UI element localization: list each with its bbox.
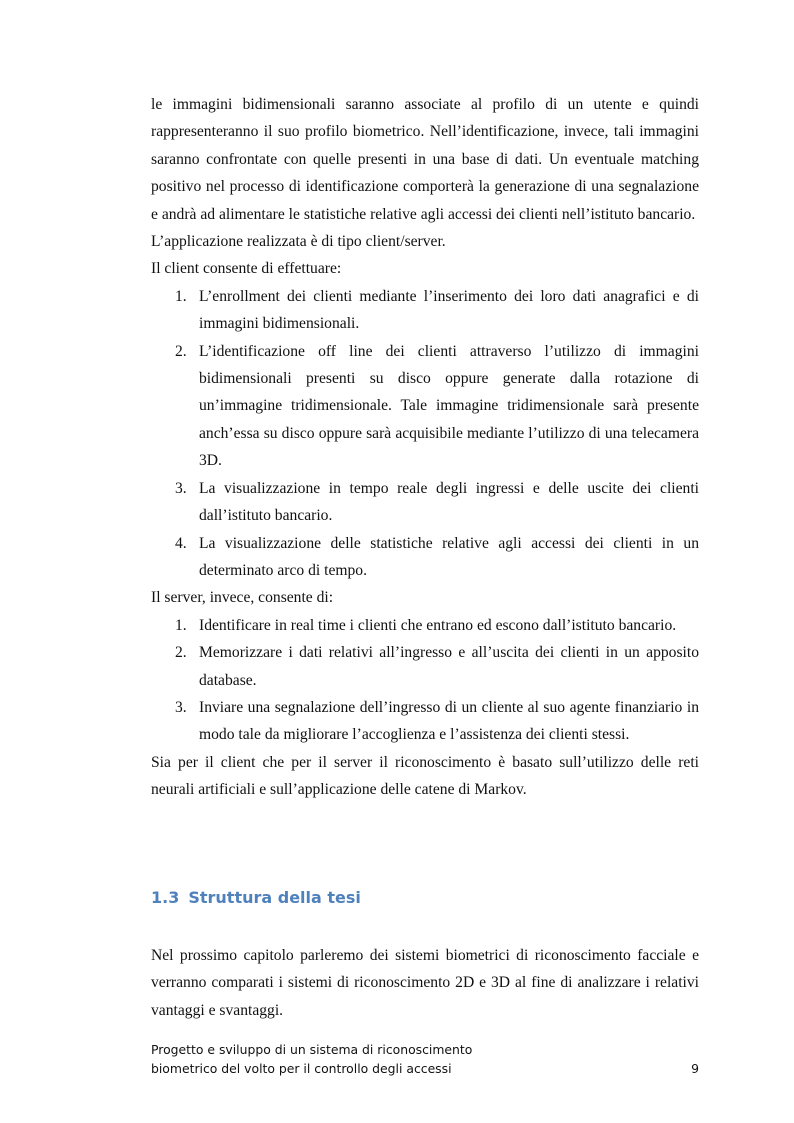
app-type-paragraph: L’applicazione realizzata è di tipo client/server. — [151, 233, 446, 251]
list-item — [151, 283, 699, 338]
main-text-block — [151, 91, 699, 804]
list-item-number: 3. — [175, 698, 187, 716]
list-item-number: 2. — [175, 342, 187, 360]
list-item — [151, 612, 699, 639]
recognition-paragraph: Sia per il client che per il server il riconoscimento è basato sull’utilizzo delle reti neurali artificiali e sull’applicazione delle catene di Markov. — [151, 753, 699, 799]
list-item — [151, 639, 699, 694]
list-item-text: L’identificazione off line dei clienti attraverso l’utilizzo di immagini bidimensionali presenti su disco oppure generate dalla rotazione di un’immagine tridimensionale. Tale immagine tridimensionale sarà presente anch’essa su disco oppure sarà acquisibile mediante l’utilizzo di una telecamera 3D. — [199, 342, 699, 470]
server-features-list — [151, 612, 699, 749]
list-item-number: 3. — [175, 479, 187, 497]
next-chapter-block — [151, 942, 699, 1024]
list-item-number: 1. — [175, 616, 187, 634]
list-item-text: La visualizzazione delle statistiche relative agli accessi dei clienti in un determinato arco di tempo. — [199, 534, 699, 579]
section-heading — [151, 888, 361, 907]
page-number: 9 — [691, 1061, 699, 1076]
intro-paragraph: le immagini bidimensionali saranno associate al profilo di un utente e quindi rappresenteranno il suo profilo biometrico. Nell’identificazione, invece, tali immagini saranno confrontate con quelle presenti in una base di dati. Un eventuale matching positivo nel processo di identificazione comporterà la generazione di una segnalazione e andrà ad alimentare le statistiche relative agli accessi dei clienti nell’istituto bancario. — [151, 96, 699, 223]
section-number: 1.3 — [151, 888, 180, 907]
list-item-text: Inviare una segnalazione dell’ingresso di un cliente al suo agente finanziario in modo tale da migliorare l’accoglienza e l’assistenza dei clienti stessi. — [199, 698, 699, 744]
list-item-text: Identificare in real time i clienti che entrano ed escono dall’istituto bancario. — [199, 616, 677, 634]
list-item-text: Memorizzare i dati relativi all’ingresso e all’uscita dei clienti in un apposito database. — [199, 644, 699, 689]
list-item-number: 2. — [175, 644, 187, 662]
server-intro-paragraph: Il server, invece, consente di: — [151, 589, 334, 607]
list-item-text: L’enrollment dei clienti mediante l’inserimento dei loro dati anagrafici e di immagini bidimensionali. — [199, 287, 699, 333]
client-features-list — [151, 283, 699, 584]
footer-title-line-2: biometrico del volto per il controllo degli accessi — [151, 1061, 452, 1076]
list-item — [151, 475, 699, 530]
list-item — [151, 694, 699, 749]
list-item-text: La visualizzazione in tempo reale degli ingressi e delle uscite dei clienti dall’istituto bancario. — [199, 479, 699, 525]
section-title: Struttura della tesi — [188, 888, 361, 907]
list-item — [151, 338, 699, 475]
page-footer — [151, 1040, 699, 1078]
next-chapter-paragraph: Nel prossimo capitolo parleremo dei sistemi biometrici di riconoscimento facciale e verranno comparati i sistemi di riconoscimento 2D e 3D al fine di analizzare i relativi vantaggi e svantaggi. — [151, 947, 699, 1019]
client-intro-paragraph: Il client consente di effettuare: — [151, 260, 342, 278]
list-item — [151, 530, 699, 585]
footer-title-line-1: Progetto e sviluppo di un sistema di riconoscimento — [151, 1042, 473, 1057]
list-item-number: 4. — [175, 534, 187, 552]
list-item-number: 1. — [175, 287, 187, 305]
